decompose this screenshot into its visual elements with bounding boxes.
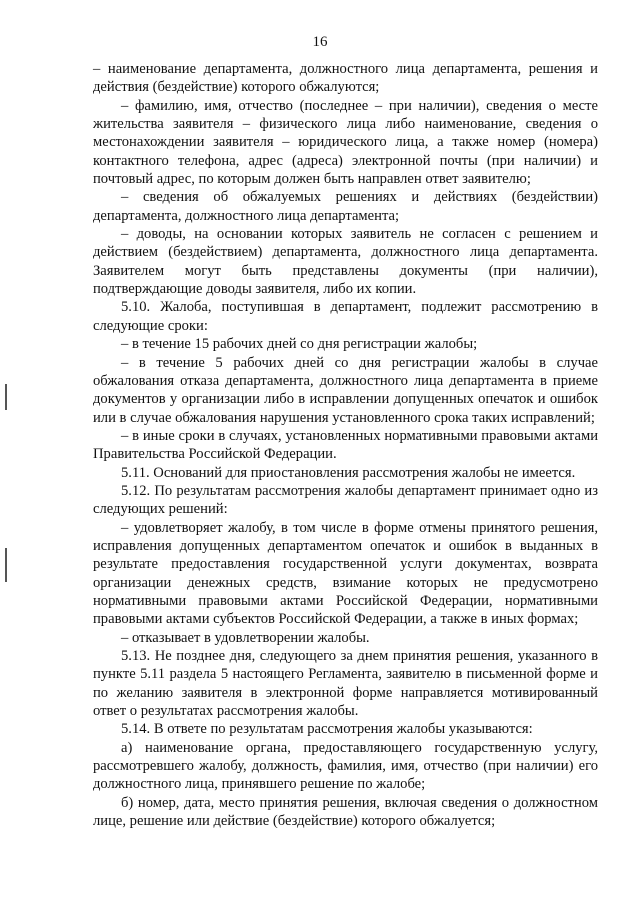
paragraph-subitem-a: а) наименование органа, предоставляющего государственную услугу, рассмотревшего жалобу, должность, фамилия, имя, отчество (при наличии) его должностного лица, принявшего решение по жалобе;	[93, 739, 598, 793]
paragraph-list-item-arguments: – доводы, на основании которых заявитель не согласен с решением и действием (бездействием) департамента, должностного лица департамента. Заявителем могут быть представлены документы (при наличии), подтверждающие доводы заявителя, либо их копии.	[93, 226, 598, 298]
paragraph-list-item-satisfy-complaint: – удовлетворяет жалобу, в том числе в форме отмены принятого решения, исправления допущенных департаментом опечаток и ошибок в выданных в результате предоставления государственной услуги документах, возврата организации денежных средств, взимание которых не предусмотрено нормативными правовыми актами Российской Федерации, нормативными правовыми актами субъектов Российской Федерации, а также в иных формах;	[93, 519, 598, 628]
document-body	[93, 60, 598, 830]
margin-scan-mark	[5, 384, 7, 410]
paragraph-clause-5-10: 5.10. Жалоба, поступившая в департамент, подлежит рассмотрению в следующие сроки:	[93, 299, 598, 334]
paragraph-list-item-5-days: – в течение 5 рабочих дней со дня регистрации жалобы в случае обжалования отказа департамента, должностного лица департамента в приеме документов у организации либо в исправлении допущенных опечаток и ошибок или в случае обжалования нарушения установленного срока таких исправлений;	[93, 354, 598, 426]
page-number: 16	[312, 34, 328, 50]
paragraph-list-item-other-terms: – в иные сроки в случаях, установленных нормативными правовыми актами Правительства Российской Федерации.	[93, 427, 598, 463]
paragraph-list-item-appealed-decisions: – сведения об обжалуемых решениях и действиях (бездействии) департамента, должностного лица департамента;	[93, 189, 598, 224]
paragraph-clause-5-14: 5.14. В ответе по результатам рассмотрения жалобы указываются:	[121, 721, 533, 738]
paragraph-clause-5-12: 5.12. По результатам рассмотрения жалобы департамент принимает одно из следующих решений:	[93, 482, 598, 518]
paragraph-list-item-department-name: – наименование департамента, должностного лица департамента, решения и действия (бездействие) которого обжалуются;	[93, 61, 598, 96]
margin-scan-mark	[5, 548, 7, 582]
paragraph-list-item-15-days: – в течение 15 рабочих дней со дня регистрации жалобы;	[121, 336, 478, 353]
paragraph-list-item-reject-complaint: – отказывает в удовлетворении жалобы.	[121, 629, 370, 646]
paragraph-list-item-applicant-details: – фамилию, имя, отчество (последнее – при наличии), сведения о месте жительства заявителя – физического лица либо наименование, сведения о местонахождении заявителя – юридического лица, а также номер (номера) контактного телефона, адрес (адреса) электронной почты (при наличии) и почтовый адрес, по которым должен быть направлен ответ заявителю;	[93, 97, 598, 188]
paragraph-clause-5-11: 5.11. Оснований для приостановления рассмотрения жалобы не имеется.	[121, 464, 576, 481]
paragraph-clause-5-13: 5.13. Не позднее дня, следующего за днем принятия решения, указанного в пункте 5.11 раздела 5 настоящего Регламента, заявителю в письменной форме и по желанию заявителя в электронной форме направляется мотивированный ответ о результатах рассмотрения жалобы.	[93, 648, 598, 720]
paragraph-subitem-b: б) номер, дата, место принятия решения, включая сведения о должностном лице, решение или действие (бездействие) которого обжалуется;	[93, 794, 598, 830]
